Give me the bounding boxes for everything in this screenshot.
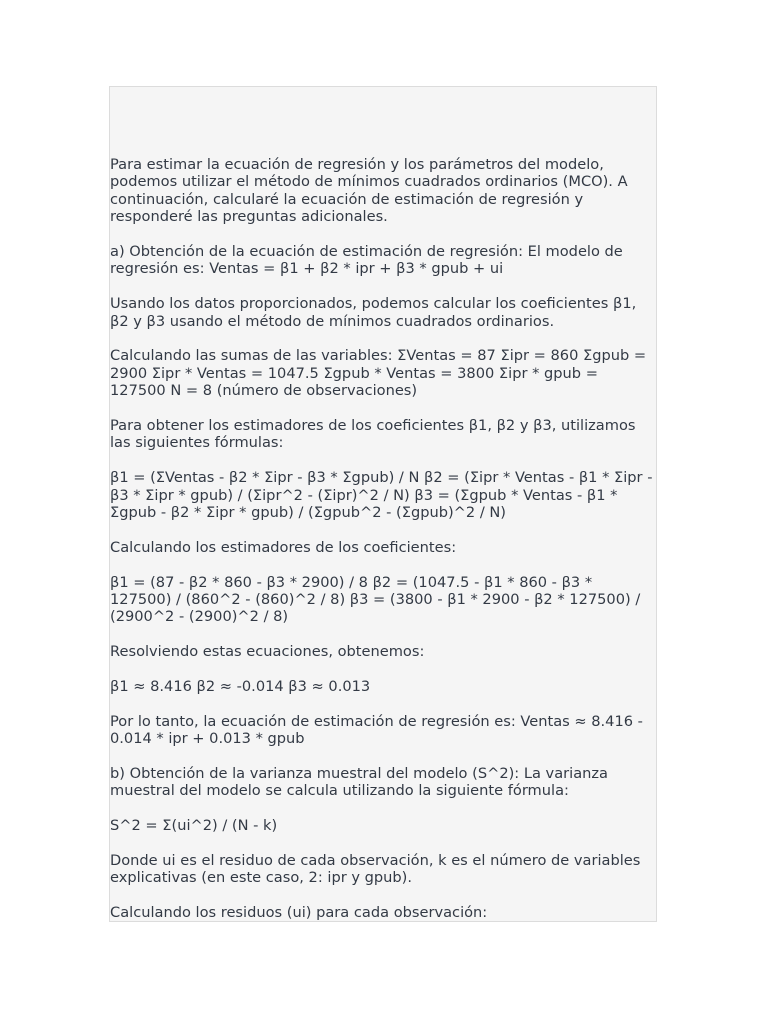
document-page	[109, 86, 657, 922]
paragraph-variance-formula: S^2 = Σ(ui^2) / (N - k)	[110, 817, 278, 835]
paragraph-intro: Para estimar la ecuación de regresión y los parámetros del modelo, podemos utilizar el método de mínimos cuadrados ordinarios (MCO). A continuación, calcularé la ecuación de estimación de regresión y responderé las preguntas adicionales.	[110, 156, 628, 226]
document-body	[110, 156, 657, 922]
paragraph-ols-method: Usando los datos proporcionados, podemos calcular los coeficientes β1, β2 y β3 usando el método de mínimos cuadrados ordinarios.	[110, 295, 637, 330]
paragraph-estimators-intro: Calculando los estimadores de los coeficientes:	[110, 538, 457, 556]
paragraph-residuals-intro: Calculando los residuos (ui) para cada observación:	[110, 904, 488, 922]
paragraph-estimators-substituted: β1 = (87 - β2 * 860 - β3 * 2900) / 8 β2 = (1047.5 - β1 * 860 - β3 * 127500) / (860^2 - (860)^2 / 8) β3 = (3800 - β1 * 2900 - β2 * 127500) / (2900^2 - (2900)^2 / 8)	[110, 573, 641, 626]
paragraph-formulas-intro: Para obtener los estimadores de los coeficientes β1, β2 y β3, utilizamos las siguientes fórmulas:	[110, 417, 636, 452]
paragraph-part-a-model: a) Obtención de la ecuación de estimación de regresión: El modelo de regresión es: Ventas = β1 + β2 * ipr + β3 * gpub + ui	[110, 243, 623, 278]
paragraph-residual-definition: Donde ui es el residuo de cada observación, k es el número de variables explicativas (en este caso, 2: ipr y gpub).	[110, 852, 641, 887]
paragraph-solving: Resolviendo estas ecuaciones, obtenemos:	[110, 643, 425, 661]
paragraph-variable-sums: Calculando las sumas de las variables: ΣVentas = 87 Σipr = 860 Σgpub = 2900 Σipr * Ventas = 1047.5 Σgpub * Ventas = 3800 Σipr * gpub = 127500 N = 8 (número de observaciones)	[110, 347, 647, 400]
paragraph-regression-equation: Por lo tanto, la ecuación de estimación de regresión es: Ventas ≈ 8.416 - 0.014 * ipr + 0.013 * gpub	[110, 712, 643, 748]
paragraph-coefficients: β1 ≈ 8.416 β2 ≈ -0.014 β3 ≈ 0.013	[110, 678, 371, 696]
paragraph-part-b-variance: b) Obtención de la varianza muestral del modelo (S^2): La varianza muestral del modelo se calcula utilizando la siguiente fórmula:	[110, 765, 608, 800]
paragraph-formulas: β1 = (ΣVentas - β2 * Σipr - β3 * Σgpub) / N β2 = (Σipr * Ventas - β1 * Σipr - β3 * Σipr * gpub) / (Σipr^2 - (Σipr)^2 / N) β3 = (Σgpub * Ventas - β1 * Σgpub - β2 * Σipr * gpub) / (Σgpub^2 - (Σgpub)^2 / N)	[110, 469, 653, 522]
